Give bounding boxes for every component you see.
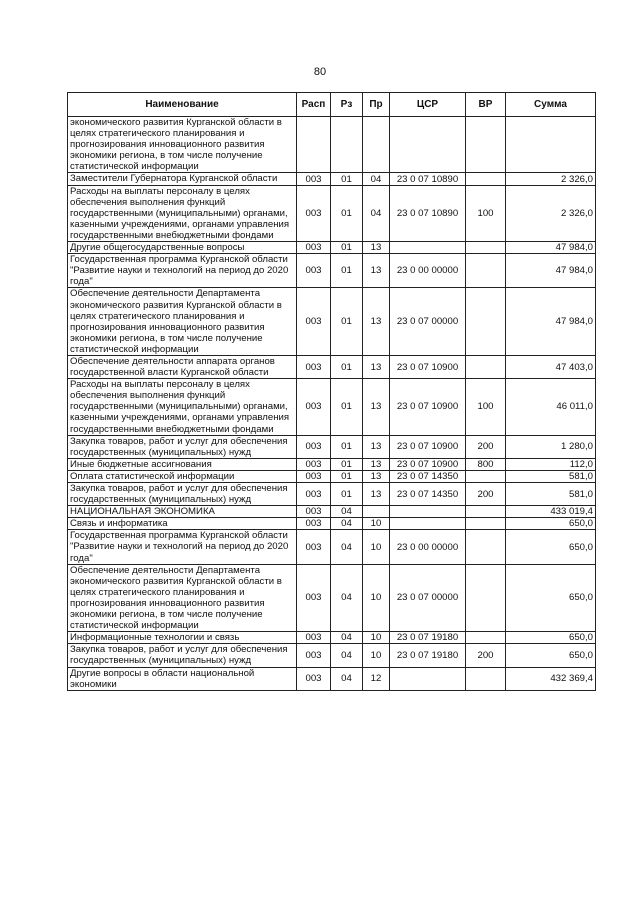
cell-rz: 01 xyxy=(331,355,363,378)
cell-csr: 23 0 07 00000 xyxy=(390,564,466,632)
cell-sum: 47 984,0 xyxy=(506,288,596,356)
cell-name: Обеспечение деятельности Департамента экономического развития Курганской области в целях стратегического планирования и прогнозирования инновационного развития экономики региона, в том числе получение статистической информации xyxy=(68,288,297,356)
table-row xyxy=(68,242,596,254)
cell-csr: 23 0 07 19180 xyxy=(390,644,466,667)
cell-rz: 04 xyxy=(331,644,363,667)
table-row xyxy=(68,435,596,458)
cell-sum: 2 326,0 xyxy=(506,185,596,241)
cell-rz: 04 xyxy=(331,564,363,632)
cell-rz: 01 xyxy=(331,483,363,506)
cell-name: Информационные технологии и связь xyxy=(68,632,297,644)
cell-pr: 10 xyxy=(363,632,390,644)
table-row xyxy=(68,379,596,435)
table-row xyxy=(68,254,596,288)
cell-rz: 01 xyxy=(331,288,363,356)
cell-csr: 23 0 07 10890 xyxy=(390,185,466,241)
cell-csr: 23 0 07 14350 xyxy=(390,483,466,506)
cell-rasp: 003 xyxy=(297,667,331,690)
cell-csr xyxy=(390,506,466,518)
cell-pr: 13 xyxy=(363,379,390,435)
cell-rasp: 003 xyxy=(297,470,331,482)
table-row xyxy=(68,185,596,241)
cell-csr: 23 0 07 10900 xyxy=(390,458,466,470)
cell-rz: 01 xyxy=(331,379,363,435)
table-row xyxy=(68,667,596,690)
cell-name: Закупка товаров, работ и услуг для обеспечения государственных (муниципальных) нужд xyxy=(68,435,297,458)
table-row xyxy=(68,632,596,644)
cell-csr: 23 0 00 00000 xyxy=(390,530,466,564)
cell-name: Другие вопросы в области национальной экономики xyxy=(68,667,297,690)
cell-rz: 01 xyxy=(331,173,363,185)
table-row xyxy=(68,470,596,482)
cell-vr xyxy=(466,564,506,632)
cell-name: Иные бюджетные ассигнования xyxy=(68,458,297,470)
cell-pr xyxy=(363,117,390,173)
cell-name: Связь и информатика xyxy=(68,518,297,530)
cell-rz: 01 xyxy=(331,435,363,458)
cell-csr: 23 0 07 10890 xyxy=(390,173,466,185)
cell-name: Другие общегосударственные вопросы xyxy=(68,242,297,254)
cell-vr xyxy=(466,470,506,482)
cell-vr: 200 xyxy=(466,483,506,506)
cell-name: Закупка товаров, работ и услуг для обеспечения государственных (муниципальных) нужд xyxy=(68,483,297,506)
table-row xyxy=(68,518,596,530)
cell-pr: 13 xyxy=(363,435,390,458)
cell-sum: 432 369,4 xyxy=(506,667,596,690)
cell-sum: 112,0 xyxy=(506,458,596,470)
cell-vr xyxy=(466,355,506,378)
cell-name: экономического развития Курганской области в целях стратегического планирования и прогнозирования инновационного развития экономики региона, в том числе получение статистической информации xyxy=(68,117,297,173)
cell-name: Обеспечение деятельности аппарата органов государственной власти Курганской области xyxy=(68,355,297,378)
cell-csr: 23 0 07 10900 xyxy=(390,379,466,435)
cell-csr: 23 0 07 19180 xyxy=(390,632,466,644)
cell-pr: 13 xyxy=(363,355,390,378)
cell-vr xyxy=(466,173,506,185)
cell-rz xyxy=(331,117,363,173)
table-row xyxy=(68,564,596,632)
cell-pr xyxy=(363,506,390,518)
table-row xyxy=(68,458,596,470)
table-row xyxy=(68,483,596,506)
cell-vr xyxy=(466,518,506,530)
cell-pr: 04 xyxy=(363,185,390,241)
cell-name: Обеспечение деятельности Департамента экономического развития Курганской области в целях стратегического планирования и прогнозирования инновационного развития экономики региона, в том числе получение статистической информации xyxy=(68,564,297,632)
cell-csr: 23 0 07 14350 xyxy=(390,470,466,482)
cell-csr: 23 0 07 10900 xyxy=(390,435,466,458)
header-pr: Пр xyxy=(363,93,390,117)
cell-rasp: 003 xyxy=(297,530,331,564)
cell-rasp: 003 xyxy=(297,173,331,185)
header-vr: ВР xyxy=(466,93,506,117)
cell-vr: 200 xyxy=(466,435,506,458)
cell-pr: 13 xyxy=(363,242,390,254)
cell-pr: 10 xyxy=(363,518,390,530)
cell-sum: 581,0 xyxy=(506,483,596,506)
cell-rasp: 003 xyxy=(297,632,331,644)
cell-rasp xyxy=(297,117,331,173)
cell-csr xyxy=(390,117,466,173)
cell-sum: 650,0 xyxy=(506,518,596,530)
header-rz: Рз xyxy=(331,93,363,117)
cell-vr xyxy=(466,242,506,254)
cell-csr xyxy=(390,242,466,254)
cell-rasp: 003 xyxy=(297,379,331,435)
table-row xyxy=(68,173,596,185)
cell-name: Расходы на выплаты персоналу в целях обеспечения выполнения функций государственными (муниципальными) органами, казенными учреждениями, органами управления государственными внебюджетными фондами xyxy=(68,185,297,241)
cell-name: Закупка товаров, работ и услуг для обеспечения государственных (муниципальных) нужд xyxy=(68,644,297,667)
cell-sum: 46 011,0 xyxy=(506,379,596,435)
cell-sum: 47 984,0 xyxy=(506,242,596,254)
cell-rasp: 003 xyxy=(297,435,331,458)
cell-rz: 04 xyxy=(331,632,363,644)
cell-vr xyxy=(466,117,506,173)
table-row xyxy=(68,288,596,356)
cell-sum: 433 019,4 xyxy=(506,506,596,518)
cell-rasp: 003 xyxy=(297,458,331,470)
cell-pr: 10 xyxy=(363,530,390,564)
table-row xyxy=(68,530,596,564)
cell-vr: 800 xyxy=(466,458,506,470)
cell-rasp: 003 xyxy=(297,506,331,518)
table-row xyxy=(68,644,596,667)
cell-vr: 100 xyxy=(466,185,506,241)
cell-pr: 13 xyxy=(363,288,390,356)
page-number: 80 xyxy=(313,66,327,78)
cell-name: Государственная программа Курганской области "Развитие науки и технологий на период до 2020 года" xyxy=(68,530,297,564)
cell-name: Оплата статистической информации xyxy=(68,470,297,482)
cell-rz: 01 xyxy=(331,242,363,254)
cell-vr xyxy=(466,667,506,690)
cell-name: НАЦИОНАЛЬНАЯ ЭКОНОМИКА xyxy=(68,506,297,518)
cell-rz: 04 xyxy=(331,667,363,690)
cell-name: Государственная программа Курганской области "Развитие науки и технологий на период до 2020 года" xyxy=(68,254,297,288)
cell-csr: 23 0 00 00000 xyxy=(390,254,466,288)
table-header-row xyxy=(68,93,596,117)
cell-rasp: 003 xyxy=(297,483,331,506)
cell-pr: 13 xyxy=(363,470,390,482)
cell-pr: 13 xyxy=(363,458,390,470)
cell-vr xyxy=(466,530,506,564)
cell-rz: 01 xyxy=(331,185,363,241)
cell-vr: 200 xyxy=(466,644,506,667)
cell-sum: 581,0 xyxy=(506,470,596,482)
cell-rasp: 003 xyxy=(297,564,331,632)
table-row xyxy=(68,355,596,378)
cell-csr: 23 0 07 00000 xyxy=(390,288,466,356)
cell-rasp: 003 xyxy=(297,518,331,530)
header-csr: ЦСР xyxy=(390,93,466,117)
cell-rz: 04 xyxy=(331,506,363,518)
cell-pr: 13 xyxy=(363,483,390,506)
cell-vr: 100 xyxy=(466,379,506,435)
cell-rz: 01 xyxy=(331,254,363,288)
cell-sum: 1 280,0 xyxy=(506,435,596,458)
cell-sum: 650,0 xyxy=(506,632,596,644)
cell-pr: 13 xyxy=(363,254,390,288)
cell-sum: 2 326,0 xyxy=(506,173,596,185)
table-row xyxy=(68,506,596,518)
cell-pr: 04 xyxy=(363,173,390,185)
cell-sum: 47 403,0 xyxy=(506,355,596,378)
header-rasp: Расп xyxy=(297,93,331,117)
cell-pr: 10 xyxy=(363,644,390,667)
cell-rasp: 003 xyxy=(297,254,331,288)
budget-table xyxy=(67,92,596,691)
cell-csr: 23 0 07 10900 xyxy=(390,355,466,378)
cell-pr: 12 xyxy=(363,667,390,690)
cell-rz: 01 xyxy=(331,458,363,470)
cell-vr xyxy=(466,288,506,356)
cell-rz: 04 xyxy=(331,518,363,530)
cell-csr xyxy=(390,667,466,690)
cell-rz: 04 xyxy=(331,530,363,564)
cell-rasp: 003 xyxy=(297,185,331,241)
cell-rasp: 003 xyxy=(297,242,331,254)
cell-name: Заместители Губернатора Курганской области xyxy=(68,173,297,185)
cell-sum xyxy=(506,117,596,173)
cell-sum: 650,0 xyxy=(506,644,596,667)
header-sum: Сумма xyxy=(506,93,596,117)
cell-sum: 650,0 xyxy=(506,564,596,632)
cell-csr xyxy=(390,518,466,530)
cell-pr: 10 xyxy=(363,564,390,632)
cell-name: Расходы на выплаты персоналу в целях обеспечения выполнения функций государственными (муниципальными) органами, казенными учреждениями, органами управления государственными внебюджетными фондами xyxy=(68,379,297,435)
cell-vr xyxy=(466,632,506,644)
cell-rasp: 003 xyxy=(297,355,331,378)
cell-vr xyxy=(466,254,506,288)
cell-rz: 01 xyxy=(331,470,363,482)
cell-vr xyxy=(466,506,506,518)
cell-sum: 47 984,0 xyxy=(506,254,596,288)
cell-rasp: 003 xyxy=(297,644,331,667)
cell-sum: 650,0 xyxy=(506,530,596,564)
table-row xyxy=(68,117,596,173)
header-name: Наименование xyxy=(68,93,297,117)
cell-rasp: 003 xyxy=(297,288,331,356)
table-body xyxy=(68,117,596,691)
